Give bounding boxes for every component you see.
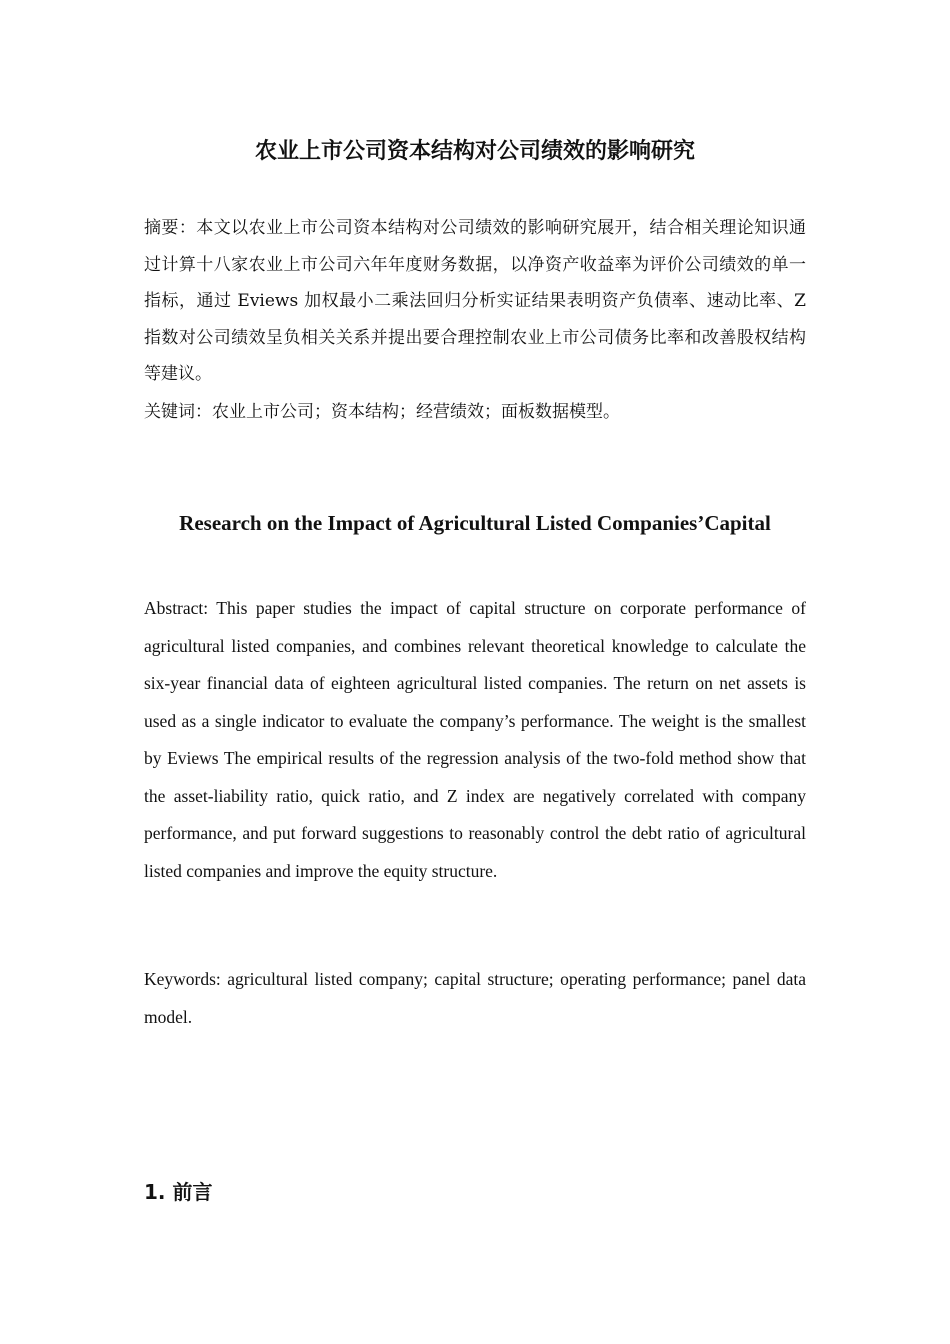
chinese-abstract: 摘要：本文以农业上市公司资本结构对公司绩效的影响研究展开，结合相关理论知识通过计算十八家农业上市公司六年年度财务数据，以净资产收益率为评价公司绩效的单一指标，通过 Eviews 加权最小二乘法回归分析实证结果表明资产负债率、速动比率、Z 指数对公司绩效呈负相关关系并提出要合理控制农业上市公司债务比率和改善股权结构等建议。 [144, 218, 806, 384]
english-keywords: Keywords: agricultural listed company; capital structure; operating performance; panel data model. [144, 969, 806, 1027]
chinese-title: 农业上市公司资本结构对公司绩效的影响研究 [254, 139, 695, 164]
english-title: Research on the Impact of Agricultural Listed Companies’Capital [179, 511, 771, 535]
english-abstract: Abstract: This paper studies the impact of capital structure on corporate performance of agricultural listed companies, and combines relevant theoretical knowledge to calculate the six-year financial data of eighteen agricultural listed companies. The return on net assets is used as a single indicator to evaluate the company’s performance. The weight is the smallest by Eviews The empirical results of the regression analysis of the two-fold method show that the asset-liability ratio, quick ratio, and Z index are negatively correlated with company performance, and put forward suggestions to reasonably control the debt ratio of agricultural listed companies and improve the equity structure. [144, 598, 806, 881]
chinese-keywords: 关键词：农业上市公司；资本结构；经营绩效；面板数据模型。 [144, 402, 620, 422]
section-heading-introduction: 1. 前言 [144, 1180, 213, 1204]
